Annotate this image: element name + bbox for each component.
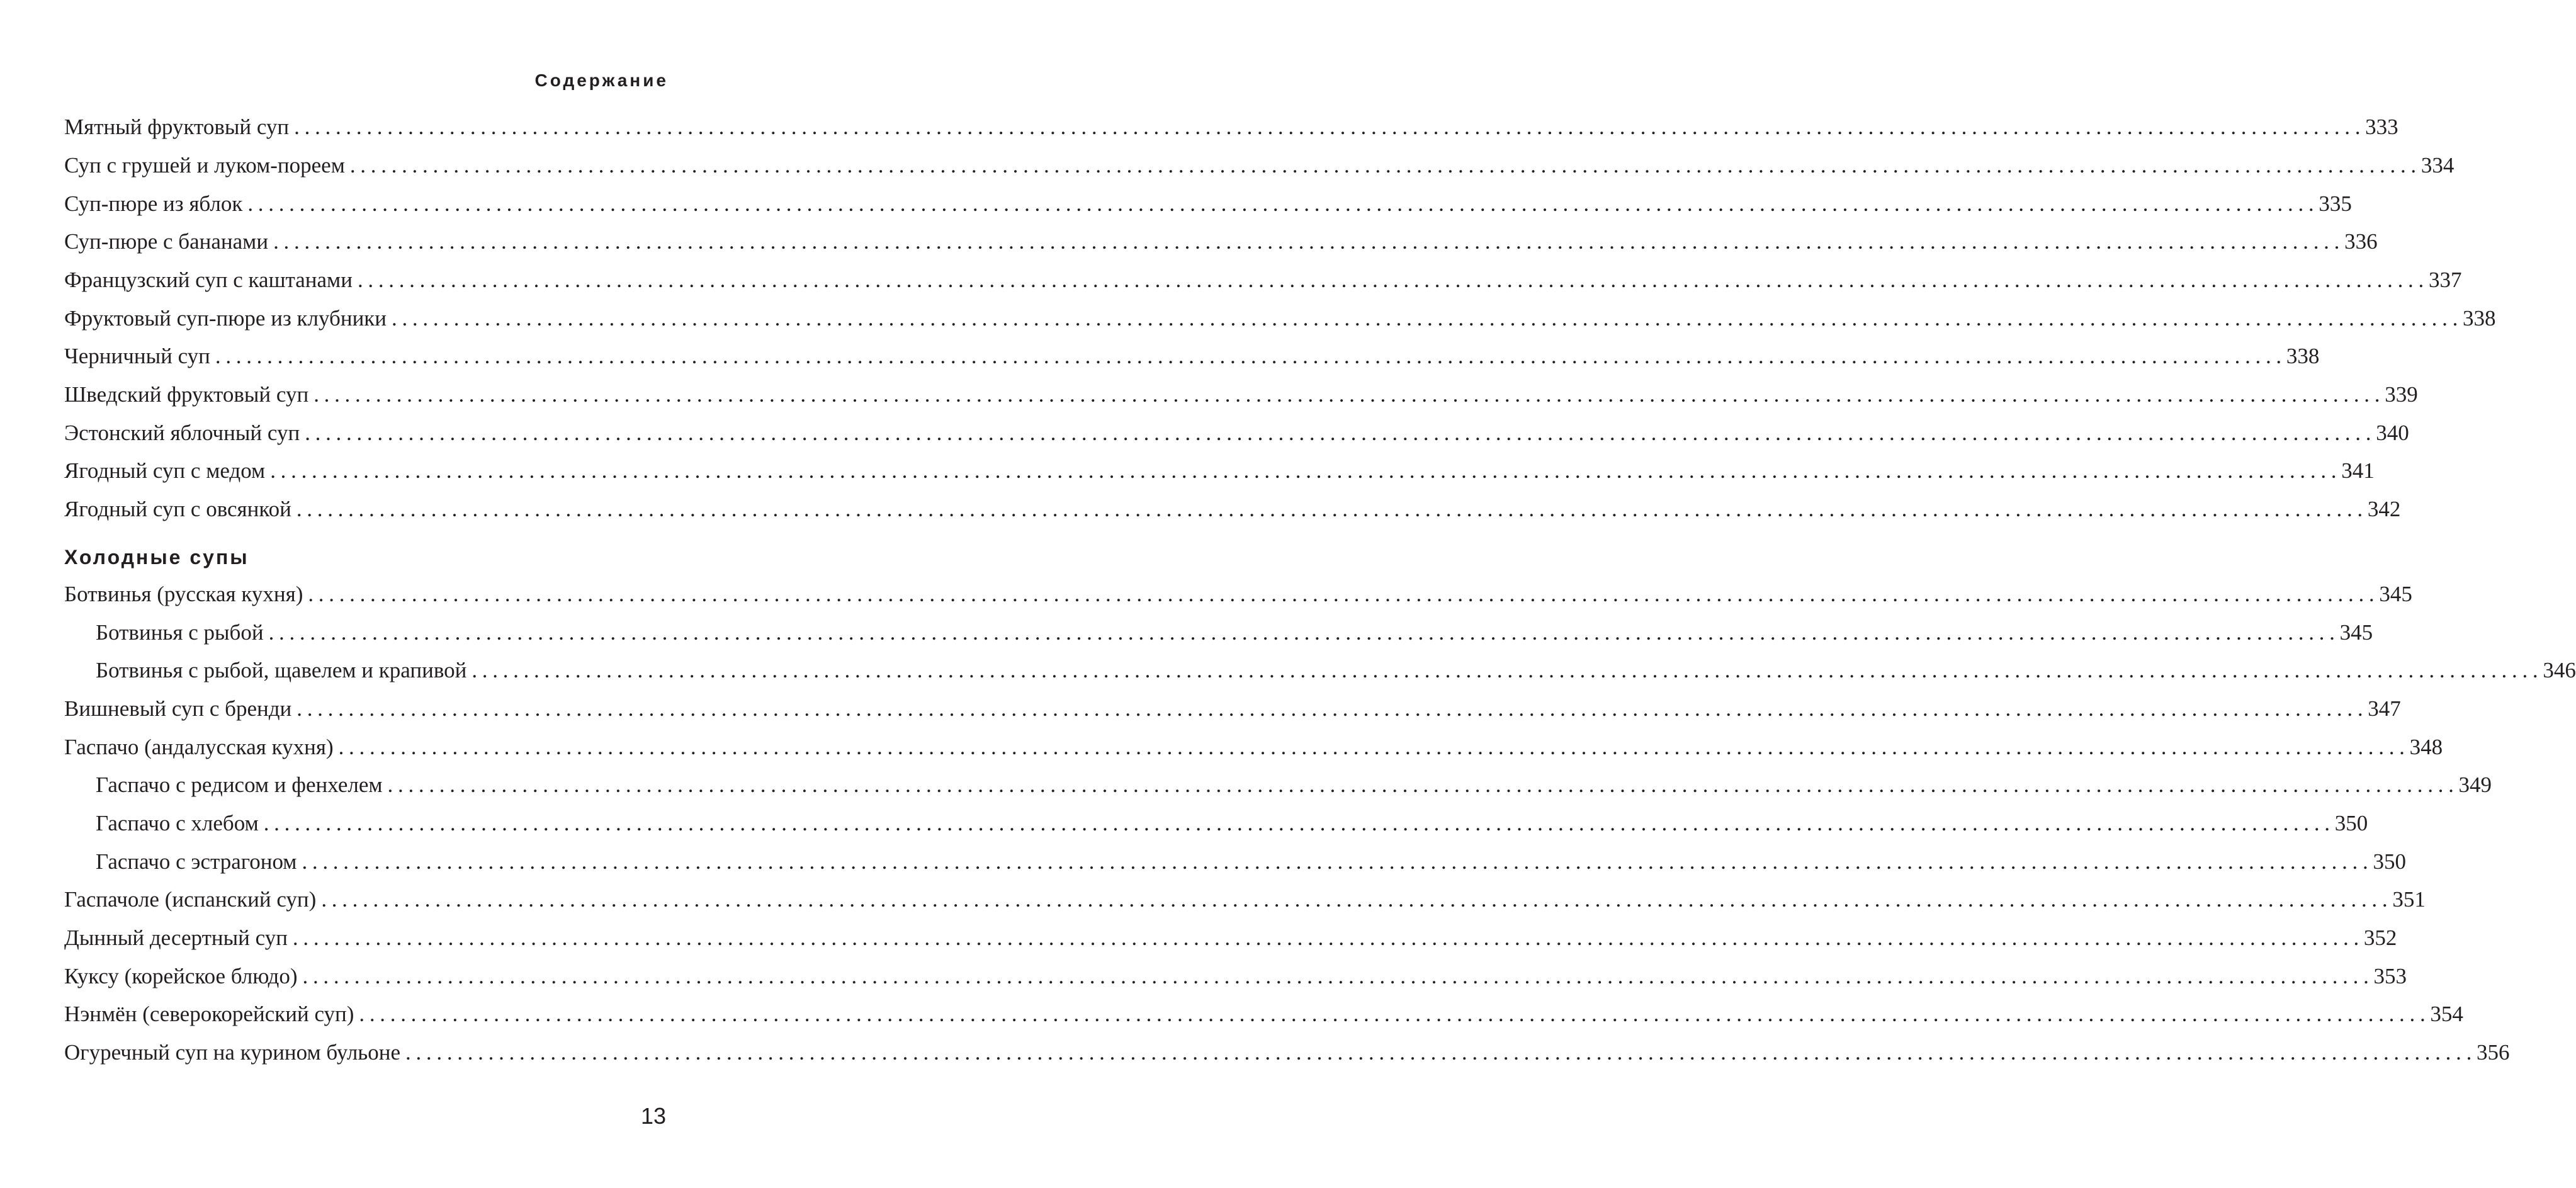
toc-entry-page: 345 (2379, 582, 2412, 606)
toc-entry-title: Ботвинья с рыбой, щавелем и крапивой (96, 658, 467, 682)
toc-subentry[interactable] (96, 769, 2492, 801)
toc-entry[interactable] (64, 693, 2401, 725)
toc-entry-page: 340 (2376, 421, 2409, 445)
dot-leader: ........................................................................................................................................................................................................ (392, 306, 2463, 331)
toc-entry-page: 341 (2341, 458, 2375, 483)
toc-entry-page: 334 (2421, 153, 2455, 178)
dot-leader: ........................................................................................................................................................................................................ (302, 964, 2374, 988)
toc-entry-page: 337 (2428, 268, 2462, 292)
toc-entry[interactable] (64, 922, 2397, 954)
toc-entry-page: 356 (2477, 1040, 2510, 1065)
dot-leader: ........................................................................................................................................................................................................ (296, 497, 2368, 521)
dot-leader: ........................................................................................................................................................................................................ (314, 382, 2385, 407)
toc-entry-page: 350 (2334, 811, 2368, 835)
toc-entry-title: Черничный суп (64, 344, 210, 368)
dot-leader: ........................................................................................................................................................................................................ (472, 658, 2543, 682)
dot-leader: ........................................................................................................................................................................................................ (263, 811, 2335, 835)
dot-leader: ........................................................................................................................................................................................................ (308, 582, 2380, 606)
toc-entry-title: Гаспачоле (испанский суп) (64, 887, 317, 912)
toc-entry[interactable] (64, 378, 2418, 411)
dot-leader: ........................................................................................................................................................................................................ (359, 1002, 2431, 1026)
toc-subentry[interactable] (96, 846, 2406, 878)
running-head: Содержание (534, 71, 669, 90)
toc-entry-title: Гаспачо (андалусская кухня) (64, 735, 334, 759)
toc-entry-title: Огуречный суп на курином бульоне (64, 1040, 401, 1065)
toc-entry-page: 348 (2409, 735, 2443, 759)
toc-entry-page: 339 (2385, 382, 2418, 407)
toc-entry-title: Вишневый суп с бренди (64, 696, 292, 721)
toc-entry-page: 352 (2363, 925, 2397, 950)
toc-subentry[interactable] (96, 807, 2368, 840)
toc-entry-title: Эстонский яблочный суп (64, 421, 300, 445)
dot-leader: ........................................................................................................................................................................................................ (349, 153, 2421, 178)
toc-entry[interactable] (64, 578, 2412, 611)
toc-entry-page: 351 (2392, 887, 2426, 912)
toc-entry[interactable] (64, 111, 2398, 144)
toc-entry-page: 345 (2339, 620, 2373, 645)
toc-entry-title: Суп с грушей и луком-пореем (64, 153, 345, 178)
toc-entry-title: Нэнмён (северокорейский суп) (64, 1002, 354, 1026)
toc-entry[interactable] (64, 883, 2426, 916)
toc-entry-title: Мятный фруктовый суп (64, 115, 290, 139)
dot-leader: ........................................................................................................................................................................................................ (405, 1040, 2477, 1065)
section-heading: Холодные супы (64, 546, 249, 569)
toc-entry-title: Ботвинья (русская кухня) (64, 582, 303, 606)
toc-entry-page: 354 (2430, 1002, 2463, 1026)
toc-entry-page: 335 (2319, 191, 2352, 216)
toc-entry-page: 336 (2344, 229, 2378, 254)
toc-entry-title: Суп-пюре с бананами (64, 229, 269, 254)
toc-entry-title: Суп-пюре из яблок (64, 191, 243, 216)
toc-entry-page: 347 (2368, 696, 2401, 721)
toc-entry-page: 342 (2367, 497, 2401, 521)
dot-leader: ........................................................................................................................................................................................................ (305, 421, 2376, 445)
toc-entry-page: 338 (2463, 306, 2496, 331)
toc-entry[interactable] (64, 264, 2462, 297)
toc-entry-title: Дынный десертный суп (64, 925, 288, 950)
toc-entry[interactable] (64, 960, 2407, 993)
toc-entry[interactable] (64, 731, 2443, 764)
toc-entry-page: 338 (2286, 344, 2320, 368)
toc-subentry[interactable] (96, 616, 2373, 649)
toc-subentry[interactable] (96, 654, 2576, 687)
toc-entry[interactable] (64, 417, 2409, 450)
dot-leader: ........................................................................................................................................................................................................ (215, 344, 2286, 368)
toc-entry[interactable] (64, 998, 2463, 1031)
dot-leader: ........................................................................................................................................................................................................ (273, 229, 2345, 254)
page-number: 13 (640, 1103, 666, 1129)
toc-entry[interactable] (64, 1036, 2510, 1069)
toc-entry-title: Гаспачо с хлебом (96, 811, 259, 835)
toc-entry[interactable] (64, 188, 2352, 220)
toc-entry-page: 350 (2373, 849, 2406, 874)
toc-entry[interactable] (64, 340, 2320, 373)
dot-leader: ........................................................................................................................................................................................................ (294, 115, 2366, 139)
dot-leader: ........................................................................................................................................................................................................ (338, 735, 2410, 759)
dot-leader: ........................................................................................................................................................................................................ (387, 772, 2459, 797)
toc-entry-page: 349 (2458, 772, 2492, 797)
toc-entry[interactable] (64, 302, 2496, 335)
toc-entry-title: Ботвинья с рыбой (96, 620, 264, 645)
toc-entry-title: Куксу (корейское блюдо) (64, 964, 298, 988)
toc-entry[interactable] (64, 225, 2378, 258)
toc-entry[interactable] (64, 455, 2375, 487)
dot-leader: ........................................................................................................................................................................................................ (270, 458, 2342, 483)
toc-entry[interactable] (64, 149, 2455, 182)
toc-entry-page: 353 (2373, 964, 2407, 988)
dot-leader: ........................................................................................................................................................................................................ (268, 620, 2340, 645)
dot-leader: ........................................................................................................................................................................................................ (321, 887, 2393, 912)
toc-entry-title: Фруктовый суп-пюре из клубники (64, 306, 387, 331)
toc-entry-page: 333 (2365, 115, 2398, 139)
toc-entry-title: Ягодный суп с овсянкой (64, 497, 291, 521)
toc-entry-title: Шведский фруктовый суп (64, 382, 309, 407)
dot-leader: ........................................................................................................................................................................................................ (297, 696, 2368, 721)
toc-entry[interactable] (64, 493, 2401, 526)
dot-leader: ........................................................................................................................................................................................................ (357, 268, 2429, 292)
toc-entry-title: Гаспачо с редисом и фенхелем (96, 772, 383, 797)
dot-leader: ........................................................................................................................................................................................................ (302, 849, 2373, 874)
toc-entry-title: Ягодный суп с медом (64, 458, 266, 483)
toc-entry-page: 346 (2543, 658, 2576, 682)
dot-leader: ........................................................................................................................................................................................................ (292, 925, 2364, 950)
toc-entry-title: Гаспачо с эстрагоном (96, 849, 297, 874)
dot-leader: ........................................................................................................................................................................................................ (247, 191, 2319, 216)
toc-entry-title: Французский суп с каштанами (64, 268, 353, 292)
